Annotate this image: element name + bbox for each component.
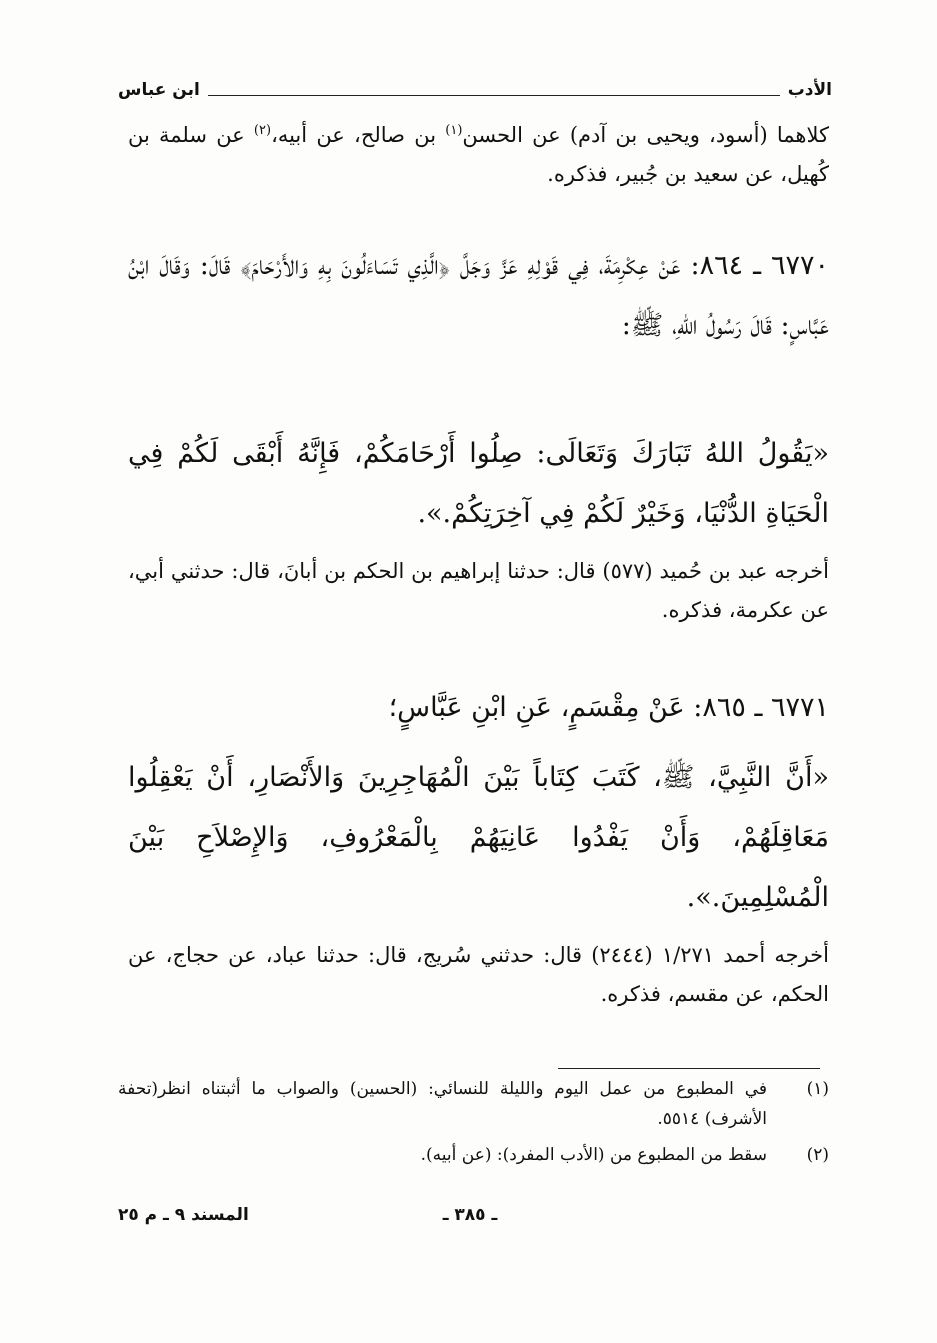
footnote-1 (118, 1074, 829, 1134)
footnote-2 (118, 1140, 829, 1170)
printer-signature: المسند ٩ ـ م ٢٥ (118, 1205, 249, 1225)
footnote-number: (١) (806, 1079, 829, 1099)
hadith-6770-header: ٦٧٧٠ ـ ٨٦٤: عَنْ عِكْرِمَةَ، فِي قَوْلِهِ عَزَّ وَجَلَّ ﴿الَّذِي تَسَاءَلُونَ بِهِ وَالأَرْحَامَ﴾ قَالَ: وَقَالَ ابْنُ عَبَّاسٍ: قَالَ رَسُولُ اللهِ، ﷺ: (128, 250, 829, 341)
hadith-6770-text: «يَقُولُ اللهُ تَبَارَكَ وَتَعَالَى: صِلُوا أَرْحَامَكُمْ، فَإِنَّهُ أَبْقَى لَكُمْ فِي الْحَيَاةِ الدُّنْيَا، وَخَيْرٌ لَكُمْ فِي آخِرَتِكُمْ.». (128, 438, 829, 529)
chapter-title: الأدب (787, 80, 832, 100)
hadith-6771-text: «أَنَّ النَّبِيَّ، ﷺ، كَتَبَ كِتَاباً بَيْنَ الْمُهَاجِرِينَ وَالأَنْصَارِ، أَنْ يَعْقِلُوا مَعَاقِلَهُمْ، وَأَنْ يَفْدُوا عَانِيَهُمْ بِالْمَعْرُوفِ، وَالإِصْلاَحِ بَيْنَ الْمُسْلِمِينَ.». (128, 762, 829, 913)
footnote-number: (٢) (806, 1145, 829, 1165)
footnote-text: في المطبوع من عمل اليوم والليلة للنسائي: (الحسين) والصواب ما أثبتناه انظر(تحفة الأشرف) ٥٥١٤. (118, 1079, 767, 1129)
footnote-separator (558, 1068, 820, 1069)
page-number: ـ ٣٨٥ ـ (442, 1205, 498, 1225)
section-title: ابن عباس (118, 80, 200, 100)
footnote-ref-2[interactable]: (٢) (253, 123, 272, 138)
hadith-6771-header: ٦٧٧١ ـ ٨٦٥: عَنْ مِقْسَمٍ، عَنِ ابْنِ عَبَّاسٍ؛ (388, 692, 829, 723)
hadith-6770-source: أخرجه عبد بن حُميد (٥٧٧) قال: حدثنا إبراهيم بن الحكم بن أبانَ، قال: حدثني أبي، عن عكرمة، فذكره. (128, 559, 829, 622)
footnote-text: سقط من المطبوع من (الأدب المفرد): (عن أبيه). (420, 1145, 767, 1165)
header-rule (208, 95, 780, 96)
running-head (118, 66, 832, 100)
hadith-6771-source: أخرجه أحمد ١/٢٧١ (٢٤٤٤) قال: حدثني سُريج، قال: حدثنا عباد، عن حجاج، عن الحكم، عن مقسم، فذكره. (128, 943, 829, 1006)
previous-hadith-source: كلاهما (أسود، ويحيى بن آدم) عن الحسن$^{(١)}$ بن صالح، عن أبيه،$^{(٢)}$ عن سلمة بن كُهيل، عن سعيد بن جُبير، فذكره. (128, 123, 829, 186)
footnote-ref-1[interactable]: (١) (445, 123, 463, 138)
